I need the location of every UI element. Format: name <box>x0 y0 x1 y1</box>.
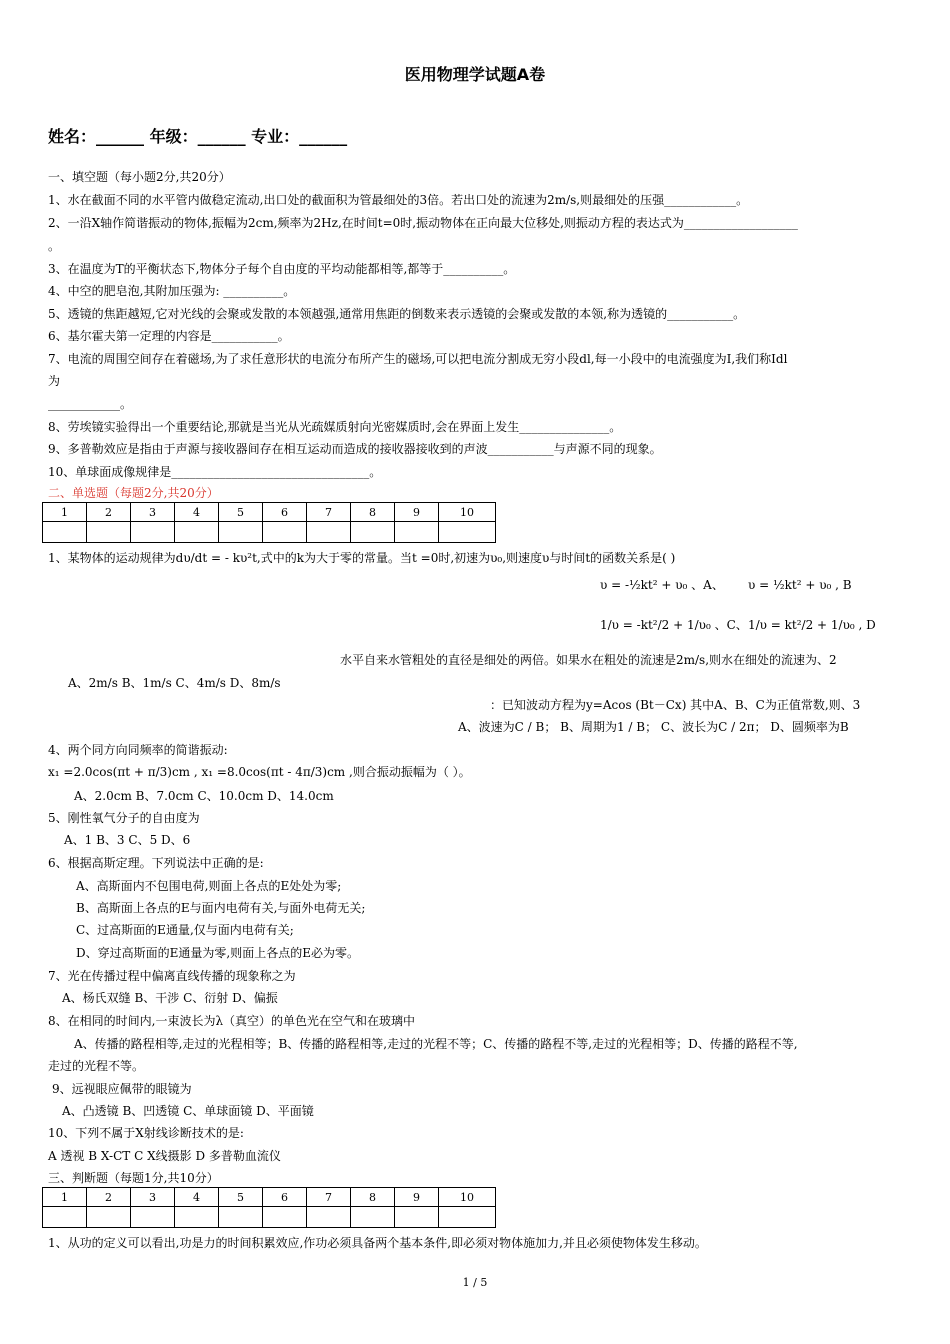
answer-cell[interactable] <box>219 522 263 543</box>
answer-cell[interactable] <box>43 1207 87 1228</box>
s1-question-10: 10、单球面成像规律是_________________________________。 <box>48 465 382 479</box>
s2-q6-option-c: C、过高斯面的E通量,仅与面内电荷有关; <box>76 923 294 937</box>
table-header-cell: 7 <box>307 1188 351 1207</box>
s2-q1-option-a: υ = -½kt² + υ₀ 、A、 <box>600 578 724 592</box>
answer-cell[interactable] <box>131 522 175 543</box>
s2-q1-option-b: υ = ½kt² + υ₀ , B <box>748 578 852 592</box>
section3-heading: 三、判断题（每题1分,共10分） <box>48 1171 219 1185</box>
table-header-cell: 4 <box>175 1188 219 1207</box>
s1-question-7: 7、电流的周围空间存在着磁场,为了求任意形状的电流分布所产生的磁场,可以把电流分割成无穷小段dl,每一小段中的电流强度为I,我们称Idl <box>48 352 788 366</box>
s2-question-6: 6、根据高斯定理。下列说法中正确的是: <box>48 856 264 870</box>
table-header-cell: 5 <box>219 1188 263 1207</box>
page-title: 医用物理学试题A卷 <box>404 65 546 84</box>
student-info-line: 姓名：______ 年级：______ 专业：______ <box>48 127 348 146</box>
answer-cell[interactable] <box>175 522 219 543</box>
s2-q5-options: A、1 B、3 C、5 D、6 <box>64 833 191 847</box>
answer-cell[interactable] <box>131 1207 175 1228</box>
s2-q8-options: A、传播的路程相等,走过的光程相等；B、传播的路程相等,走过的光程不等；C、传播的路程不等,走过的光程相等；D、传播的路程不等, <box>74 1037 798 1051</box>
table-header-cell: 3 <box>131 1188 175 1207</box>
table-header-cell: 2 <box>87 503 131 522</box>
s1-question-2: 2、一沿X轴作简谐振动的物体,振幅为2cm,频率为2Hz,在时间t=0时,振动物体在正向最大位移处,则振动方程的表达式为___________________ <box>48 216 798 230</box>
s2-question-5: 5、刚性氧气分子的自由度为 <box>48 811 200 825</box>
answer-cell[interactable] <box>307 1207 351 1228</box>
answer-cell[interactable] <box>351 1207 395 1228</box>
table-header-cell: 8 <box>351 1188 395 1207</box>
s2-q6-option-b: B、高斯面上各点的E与面内电荷有关,与面外电荷无关; <box>76 901 366 915</box>
s2-q9-options: A、凸透镜 B、凹透镜 C、单球面镜 D、平面镜 <box>62 1104 314 1118</box>
table-header-cell: 6 <box>263 503 307 522</box>
s1-question-1: 1、水在截面不同的水平管内做稳定流动,出口处的截面积为管最细处的3倍。若出口处的流速为2m/s,则最细处的压强____________。 <box>48 193 749 207</box>
answer-cell[interactable] <box>175 1207 219 1228</box>
table-header-cell: 5 <box>219 503 263 522</box>
table-header-cell: 2 <box>87 1188 131 1207</box>
answer-cell[interactable] <box>263 1207 307 1228</box>
s2-question-4: 4、两个同方向同频率的简谐振动: <box>48 743 228 757</box>
table-header-cell: 4 <box>175 503 219 522</box>
s2-q3-options: A、波速为C / B； B、周期为1 / B； C、波长为C / 2π； D、圆频率为B <box>458 720 849 734</box>
s2-question-7: 7、光在传播过程中偏离直线传播的现象称之为 <box>48 969 296 983</box>
s1-question-3: 3、在温度为T的平衡状态下,物体分子每个自由度的平均动能都相等,都等于__________。 <box>48 262 516 276</box>
answer-cell[interactable] <box>307 522 351 543</box>
table-header-cell: 9 <box>395 1188 439 1207</box>
s2-q1-option-c: 1/υ = -kt²/2 + 1/υ₀ 、C、 <box>600 618 748 632</box>
s2-q1-option-d: 1/υ = kt²/2 + 1/υ₀ , D <box>748 618 876 632</box>
table-header-cell: 1 <box>43 1188 87 1207</box>
page-number: 1 / 5 <box>462 1276 488 1289</box>
table-header-cell: 10 <box>439 1188 496 1207</box>
s1-question-4: 4、中空的肥皂泡,其附加压强为: __________。 <box>48 284 296 298</box>
s2-q6-option-d: D、穿过高斯面的E通量为零,则面上各点的E必为零。 <box>76 946 359 960</box>
table-header-cell: 8 <box>351 503 395 522</box>
answer-cell[interactable] <box>263 522 307 543</box>
table-header-cell: 7 <box>307 503 351 522</box>
section2-heading: 二、单选题（每题2分,共20分） <box>48 486 219 500</box>
table-header-cell: 6 <box>263 1188 307 1207</box>
answer-cell[interactable] <box>43 522 87 543</box>
s2-q2-options: A、2m/s B、1m/s C、4m/s D、8m/s <box>68 676 281 690</box>
table-header-cell: 3 <box>131 503 175 522</box>
section3-answer-table <box>42 1187 496 1228</box>
answer-cell[interactable] <box>439 522 496 543</box>
s2-question-3: ：已知波动方程为y=Acos (Bt－Cx) 其中A、B、C为正值常数,则、3 <box>490 698 861 712</box>
s2-q6-option-a: A、高斯面内不包围电荷,则面上各点的E处处为零; <box>76 879 342 893</box>
table-header-cell: 9 <box>395 503 439 522</box>
section1-heading: 一、填空题（每小题2分,共20分） <box>48 170 231 184</box>
s2-q8-options-cont: 走过的光程不等。 <box>48 1059 145 1073</box>
answer-cell[interactable] <box>87 1207 131 1228</box>
s3-question-1: 1、从功的定义可以看出,功是力的时间积累效应,作功必须具备两个基本条件,即必须对物体施加力,并且必须使物体发生移动。 <box>48 1236 707 1250</box>
s1-question-5: 5、透镜的焦距越短,它对光线的会聚或发散的本领越强,通常用焦距的倒数来表示透镜的会聚或发散的本领,称为透镜的___________。 <box>48 307 746 321</box>
table-header-cell: 1 <box>43 503 87 522</box>
s1-question-2-cont: 。 <box>48 239 61 253</box>
answer-cell[interactable] <box>395 1207 439 1228</box>
table-header-cell: 10 <box>439 503 496 522</box>
s2-question-8: 8、在相同的时间内,一束波长为λ（真空）的单色光在空气和在玻璃中 <box>48 1014 416 1028</box>
s2-question-2: 水平自来水管粗处的直径是细处的两倍。如果水在粗处的流速是2m/s,则水在细处的流速为、2 <box>340 653 837 667</box>
s1-question-7-cont: 为 <box>48 374 61 388</box>
answer-cell[interactable] <box>395 522 439 543</box>
s1-question-6: 6、基尔霍夫第一定理的内容是___________。 <box>48 329 290 343</box>
s1-question-9: 9、多普勒效应是指由于声源与接收器间存在相互运动而造成的接收器接收到的声波___________与声源不同的现象。 <box>48 442 662 456</box>
answer-cell[interactable] <box>219 1207 263 1228</box>
s2-q4-equation: x₁ =2.0cos(πt + π/3)cm , x₁ =8.0cos(πt - 4π/3)cm ,则合振动振幅为（ ）。 <box>48 765 471 779</box>
answer-cell[interactable] <box>351 522 395 543</box>
s2-q7-options: A、杨氏双缝 B、干涉 C、衍射 D、偏振 <box>62 991 278 1005</box>
s1-question-7-blank: ____________。 <box>48 397 133 411</box>
s1-question-8: 8、劳埃镜实验得出一个重要结论,那就是当光从光疏媒质射向光密媒质时,会在界面上发生_______________。 <box>48 420 622 434</box>
answer-cell[interactable] <box>87 522 131 543</box>
s2-question-10: 10、下列不属于X射线诊断技术的是: <box>48 1126 244 1140</box>
s2-question-1: 1、某物体的运动规律为dυ/dt = - kυ²t,式中的k为大于零的常量。当t =0时,初速为υ₀,则速度υ与时间t的函数关系是( ) <box>48 551 676 565</box>
s2-q10-options: A 透视 B X-CT C X线摄影 D 多普勒血流仪 <box>48 1149 281 1163</box>
section2-answer-table <box>42 502 496 543</box>
s2-q4-options: A、2.0cm B、7.0cm C、10.0cm D、14.0cm <box>74 789 334 803</box>
answer-cell[interactable] <box>439 1207 496 1228</box>
s2-question-9: 9、远视眼应佩带的眼镜为 <box>52 1082 192 1096</box>
